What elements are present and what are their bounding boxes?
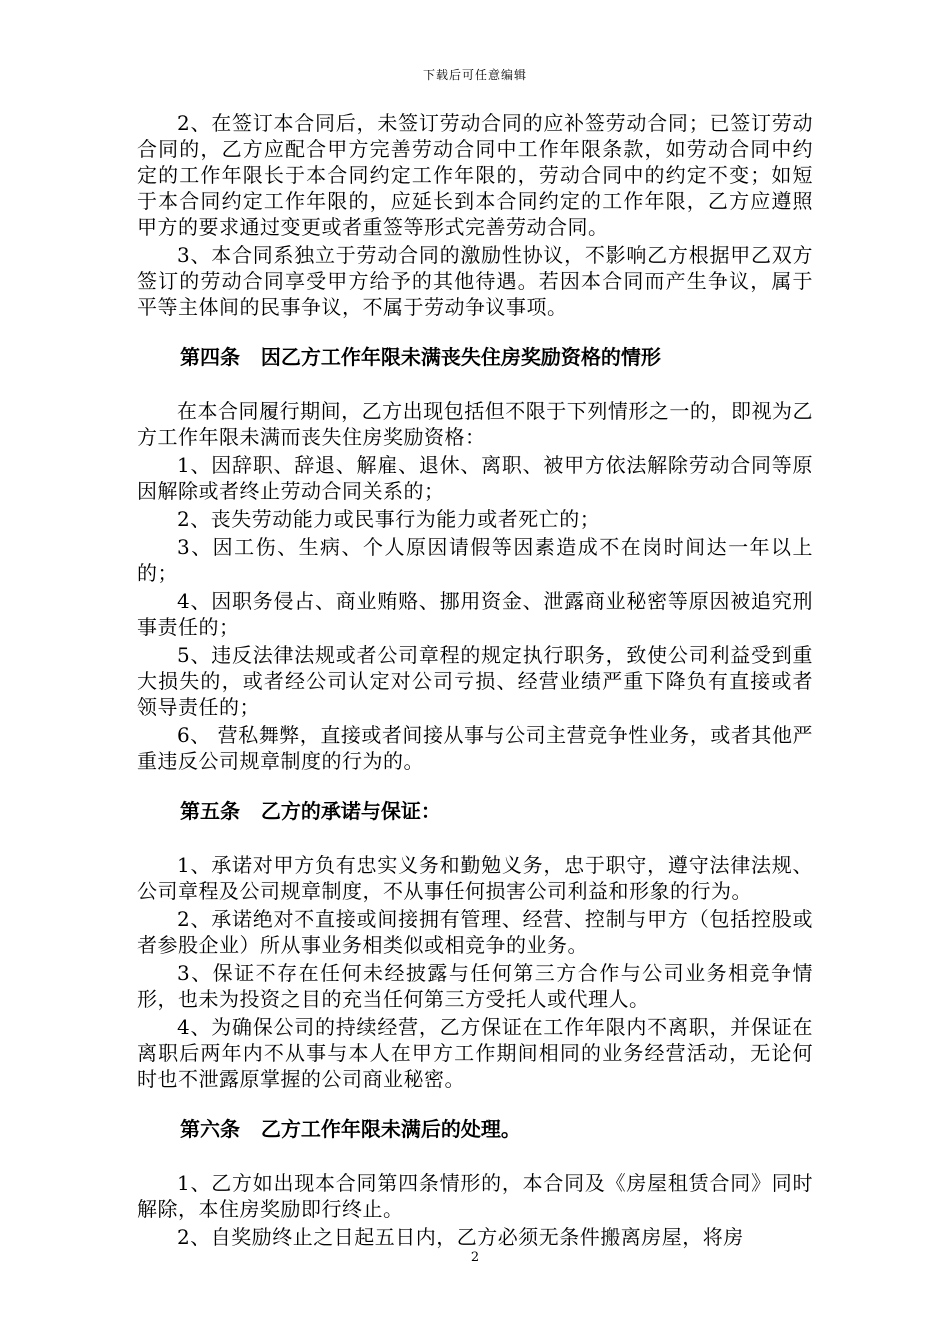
document-body xyxy=(137,110,813,1252)
paragraph: 2、在签订本合同后，未签订劳动合同的应补签劳动合同；已签订劳动合同的，乙方应配合甲方完善劳动合同中工作年限条款，如劳动合同中约定的工作年限长于本合同约定工作年限的，劳动合同中的约定不变；如短于本合同约定工作年限的，应延长到本合同约定的工作年限，乙方应遵照甲方的要求通过变更或者重签等形式完善劳动合同。 xyxy=(137,111,813,239)
article-heading: 第五条 乙方的承诺与保证： xyxy=(180,799,441,823)
article-heading: 第四条 因乙方工作年限未满丧失住房奖励资格的情形 xyxy=(180,345,661,369)
page-header-note: 下载后可任意编辑 xyxy=(422,68,527,82)
page-number: 2 xyxy=(470,1250,480,1265)
list-item: 5、违反法律法规或者公司章程的规定执行职务，致使公司利益受到重大损失的，或者经公司认定对公司亏损、经营业绩严重下降负有直接或者领导责任的； xyxy=(137,643,813,719)
list-item: 1、乙方如出现本合同第四条情形的，本合同及《房屋租赁合同》同时解除，本住房奖励即行终止。 xyxy=(137,1171,813,1221)
list-item: 6、 营私舞弊，直接或者间接从事与公司主营竞争性业务，或者其他严重违反公司规章制度的行为的。 xyxy=(137,723,813,773)
list-item: 1、承诺对甲方负有忠实义务和勤勉义务，忠于职守，遵守法律法规、公司章程及公司规章制度，不从事任何损害公司利益和形象的行为。 xyxy=(137,853,813,903)
list-item: 2、承诺绝对不直接或间接拥有管理、经营、控制与甲方（包括控股或者参股企业）所从事业务相类似或相竞争的业务。 xyxy=(137,907,813,957)
list-item: 4、因职务侵占、商业贿赂、挪用资金、泄露商业秘密等原因被追究刑事责任的； xyxy=(137,589,813,639)
paragraph: 在本合同履行期间，乙方出现包括但不限于下列情形之一的，即视为乙方工作年限未满而丧失住房奖励资格： xyxy=(137,399,813,449)
list-item: 2、丧失劳动能力或民事行为能力或者死亡的； xyxy=(177,507,601,531)
list-item: 4、为确保公司的持续经营，乙方保证在工作年限内不离职，并保证在离职后两年内不从事与本人在甲方工作期间相同的业务经营活动，无论何时也不泄露原掌握的公司商业秘密。 xyxy=(137,1015,813,1091)
article-heading: 第六条 乙方工作年限未满后的处理。 xyxy=(180,1117,521,1141)
list-item: 3、保证不存在任何未经披露与任何第三方合作与公司业务相竞争情形，也未为投资之目的充当任何第三方受托人或代理人。 xyxy=(137,961,813,1011)
list-item: 1、因辞职、辞退、解雇、退休、离职、被甲方依法解除劳动合同等原因解除或者终止劳动合同关系的； xyxy=(137,453,813,503)
list-item: 2、自奖励终止之日起五日内，乙方必须无条件搬离房屋，将房 xyxy=(177,1225,744,1249)
list-item: 3、因工伤、生病、个人原因请假等因素造成不在岗时间达一年以上的； xyxy=(137,535,813,585)
paragraph: 3、本合同系独立于劳动合同的激励性协议，不影响乙方根据甲乙双方签订的劳动合同享受甲方给予的其他待遇。若因本合同而产生争议，属于平等主体间的民事争议，不属于劳动争议事项。 xyxy=(137,243,813,319)
